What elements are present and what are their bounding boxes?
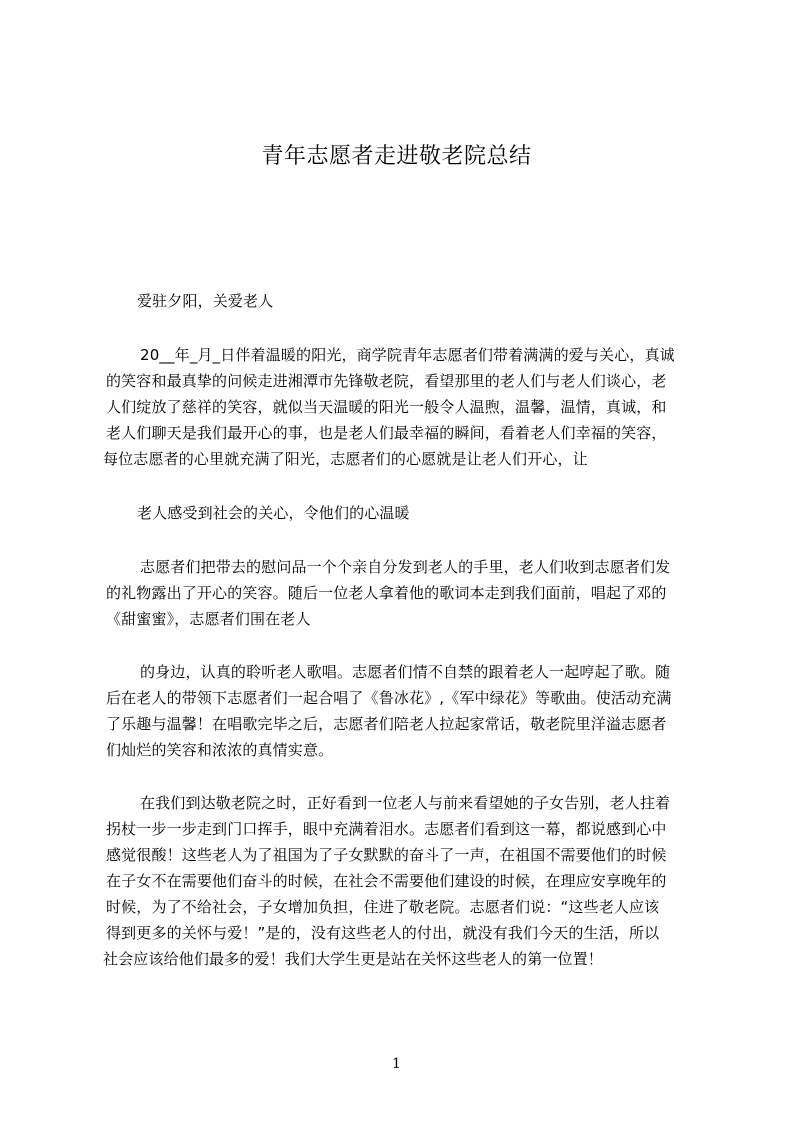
paragraph-line: 在我们到达敬老院之时，正好看到一位老人与前来看望她的子女告别，老人拄着 — [140, 794, 671, 812]
paragraph-line: 老人们聊天是我们最开心的事，也是老人们最幸福的瞬间，看着老人们幸福的笑容， — [106, 424, 667, 442]
paragraph-line: 20__年_月_日伴着温暖的阳光，商学院青年志愿者们带着满满的爱与关心，真诚 — [140, 346, 675, 364]
paragraph-line: 拐杖一步一步走到门口挥手，眼中充满着泪水。志愿者们看到这一幕，都说感到心中 — [106, 820, 667, 838]
paragraph-line: 每位志愿者的心里就充满了阳光，志愿者们的心愿就是让老人们开心，让 — [103, 450, 588, 468]
paragraph-line: 了乐趣与温馨！在唱歌完毕之后，志愿者们陪老人拉起家常话，敬老院里洋溢志愿者 — [106, 715, 667, 733]
paragraph-line: 们灿烂的笑容和浓浓的真情实意。 — [106, 741, 334, 759]
page-number: 1 — [392, 1056, 401, 1072]
paragraph-line: 感觉很酸！这些老人为了祖国为了子女默默的奋斗了一声，在祖国不需要他们的时候 — [106, 846, 667, 864]
paragraph-line: 的笑容和最真挚的问候走进湘潭市先锋敬老院，看望那里的老人们与老人们谈心，老 — [106, 372, 667, 390]
document-title: 青年志愿者走进敬老院总结 — [261, 144, 532, 169]
paragraph-line: 爱驻夕阳，关爱老人 — [137, 292, 274, 310]
paragraph-line: 《甜蜜蜜》，志愿者们围在老人 — [106, 610, 311, 628]
paragraph-line: 的礼物露出了开心的笑容。随后一位老人拿着他的歌词本走到我们面前，唱起了邓的 — [106, 584, 667, 602]
paragraph-line: 志愿者们把带去的慰问品一个个亲自分发到老人的手里，老人们收到志愿者们发 — [140, 558, 671, 576]
paragraph-line: 社会应该给他们最多的爱！我们大学生更是站在关怀这些老人的第一位置！ — [103, 950, 603, 968]
paragraph-line: 时候，为了不给社会，子女增加负担，住进了敬老院。志愿者们说：“这些老人应该 — [106, 898, 660, 916]
paragraph-line: 在子女不在需要他们奋斗的时候，在社会不需要他们建设的时候，在理应安享晚年的 — [106, 872, 667, 890]
paragraph-line: 人们绽放了慈祥的笑容，就似当天温暖的阳光一般令人温煦，温馨，温情，真诚，和 — [106, 398, 667, 416]
paragraph-line: 得到更多的关怀与爱！”是的，没有这些老人的付出，就没有我们今天的生活，所以 — [106, 924, 660, 942]
paragraph-line: 老人感受到社会的关心，令他们的心温暖 — [137, 504, 410, 522]
paragraph-line: 的身边，认真的聆听老人歌唱。志愿者们情不自禁的跟着老人一起哼起了歌。随 — [140, 663, 671, 681]
paragraph-line: 后在老人的带领下志愿者们一起合唱了《鲁冰花》,《军中绿花》等歌曲。使活动充满 — [106, 689, 672, 707]
